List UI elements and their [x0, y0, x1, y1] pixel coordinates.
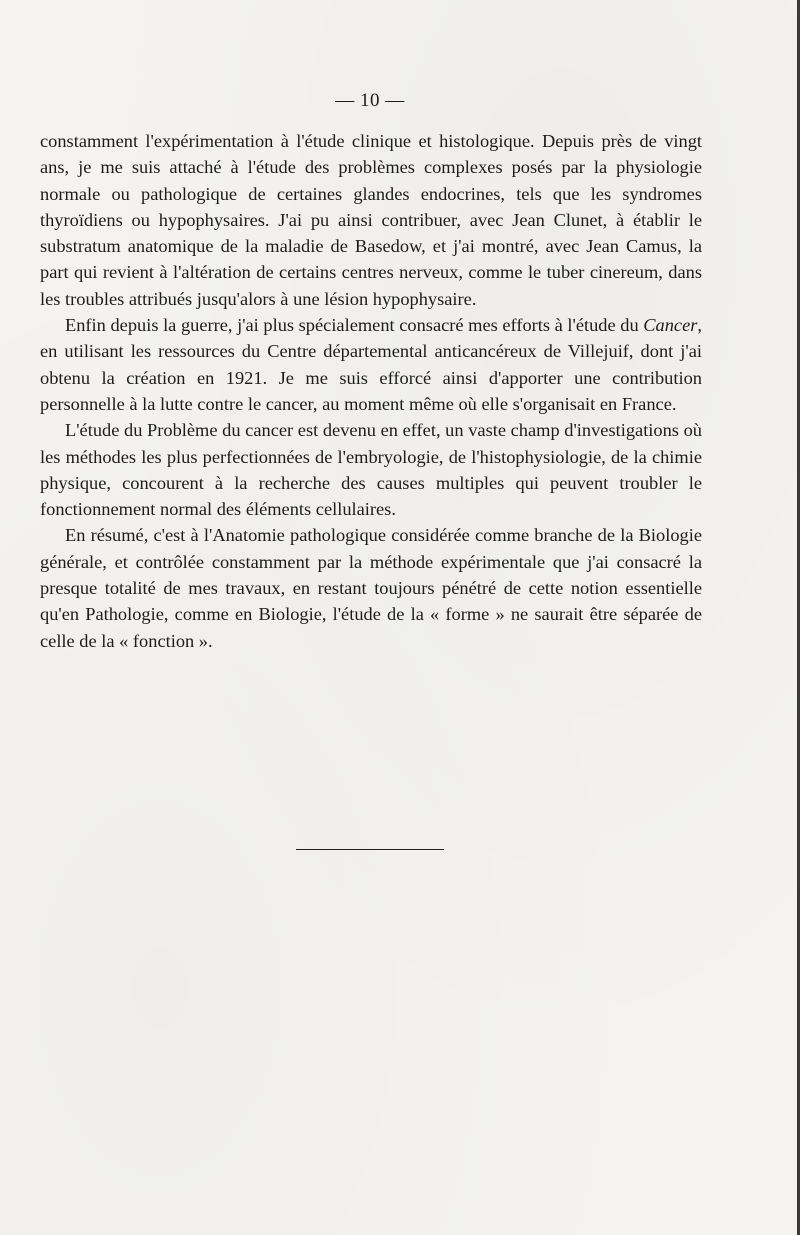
- paragraph-2: [40, 312, 702, 417]
- paragraph-2-italic-word: Cancer: [643, 315, 698, 336]
- paragraph-2-end: , en utilisant les ressources du Centre départemental anticancéreux de Villejuif, dont j'ai obtenu la création en 1921. Je me suis efforcé ainsi d'apporter une contribution personnelle à la lutte contre le cancer, au moment même où elle s'organisait en France.: [40, 315, 702, 414]
- paragraph-4: En résumé, c'est à l'Anatomie pathologique considérée comme branche de la Biologie générale, et contrôlée constamment par la méthode expérimentale que j'ai consacré la presque totalité de mes travaux, en restant toujours pénétré de cette notion essentielle qu'en Pathologie, comme en Biologie, l'étude de la « forme » ne saurait être séparée de celle de la « fonction ».: [40, 525, 702, 651]
- paragraph-2-start: Enfin depuis la guerre, j'ai plus spécialement consacré mes efforts à l'étude du: [65, 315, 644, 336]
- paragraph-1: constamment l'expérimentation à l'étude clinique et histologique. Depuis près de vingt ans, je me suis attaché à l'étude des problèmes complexes posés par la physiologie normale ou pathologique de certaines glandes endocrines, tels que les syndromes thyroïdiens ou hypophysaires. J'ai pu ainsi contribuer, avec Jean Clunet, à établir le substratum anatomique de la maladie de Basedow, et j'ai montré, avec Jean Camus, la part qui revient à l'altération de certains centres nerveux, comme le tuber cinereum, dans les troubles attribués jusqu'alors à une lésion hypophysaire.: [40, 131, 702, 309]
- paragraph-3: L'étude du Problème du cancer est devenu en effet, un vaste champ d'investigations où les méthodes les plus perfectionnées de l'embryologie, de l'histophysiologie, de la chimie physique, concourent à la recherche des causes multiples qui peuvent troubler le fonctionnement normal des éléments cellulaires.: [40, 420, 702, 520]
- page-number: — 10 —: [335, 90, 405, 111]
- section-end-rule: [296, 849, 444, 850]
- body-text: [40, 128, 702, 654]
